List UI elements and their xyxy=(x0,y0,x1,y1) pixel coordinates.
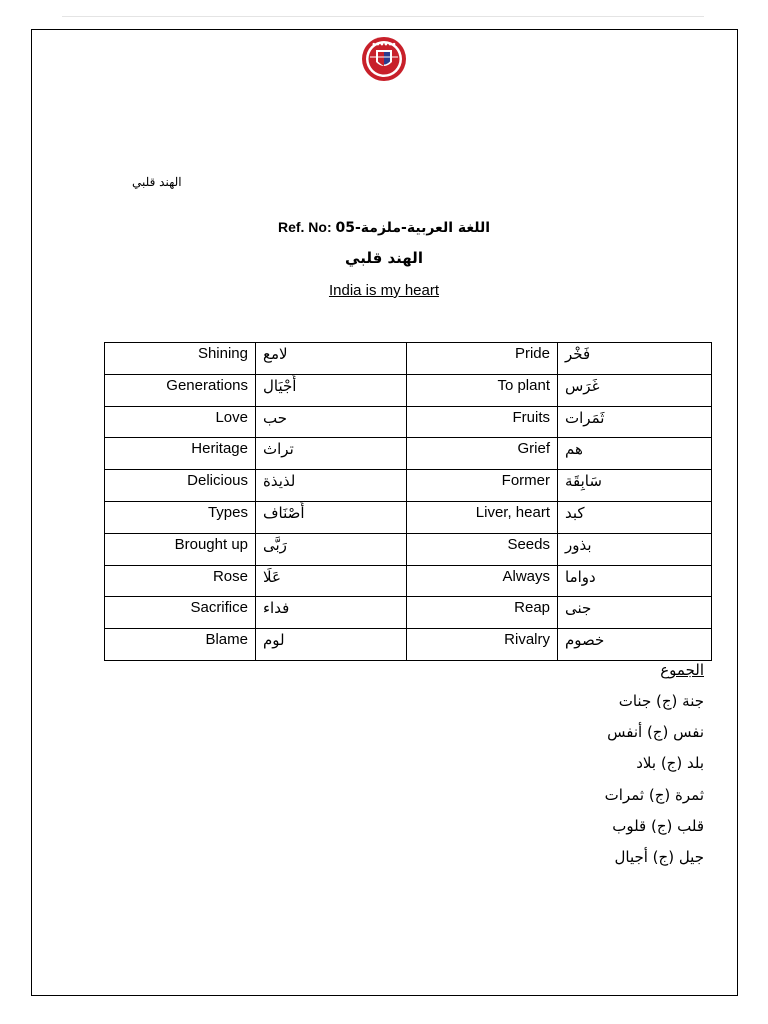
table-row xyxy=(105,597,712,629)
english-word-cell: Pride xyxy=(407,343,558,375)
arabic-word-cell: عَلَا xyxy=(256,565,407,597)
english-word-cell: Liver, heart xyxy=(407,501,558,533)
table-row xyxy=(105,629,712,661)
plural-item: بلد (ج) بلاد xyxy=(636,754,704,773)
english-word-cell: Blame xyxy=(105,629,256,661)
english-word-cell: Shining xyxy=(105,343,256,375)
plural-item: نفس (ج) أنفس xyxy=(607,723,704,742)
english-word-cell: Delicious xyxy=(105,470,256,502)
table-row xyxy=(105,533,712,565)
plurals-heading: الجموع xyxy=(660,661,704,679)
arabic-word-cell: لامع xyxy=(256,343,407,375)
vocabulary-table-body xyxy=(105,343,712,661)
english-word-cell: Grief xyxy=(407,438,558,470)
english-word-cell: Reap xyxy=(407,597,558,629)
english-title: India is my heart xyxy=(328,282,440,299)
arabic-word-cell: رَبَّى xyxy=(256,533,407,565)
ref-arabic: اللغة العربية-ملزمة-05 xyxy=(335,220,491,236)
arabic-word-cell: فداء xyxy=(256,597,407,629)
school-logo xyxy=(359,36,409,82)
english-word-cell: Fruits xyxy=(407,406,558,438)
table-row xyxy=(105,343,712,375)
plural-item: ثمرة (ج) ثمرات xyxy=(604,785,704,804)
top-divider xyxy=(62,16,704,17)
english-word-cell: Former xyxy=(407,470,558,502)
english-word-cell: Sacrifice xyxy=(105,597,256,629)
english-word-cell: Brought up xyxy=(105,533,256,565)
english-word-cell: Heritage xyxy=(105,438,256,470)
plural-item: قلب (ج) قلوب xyxy=(612,816,704,835)
table-row xyxy=(105,565,712,597)
arabic-word-cell: هم xyxy=(558,438,712,470)
arabic-title: الهند قلبي xyxy=(345,249,423,267)
english-word-cell: Seeds xyxy=(407,533,558,565)
arabic-word-cell: جنى xyxy=(558,597,712,629)
table-row xyxy=(105,501,712,533)
header-note: الهند قلبي xyxy=(132,175,182,189)
arabic-word-cell: بذور xyxy=(558,533,712,565)
arabic-word-cell: دواما xyxy=(558,565,712,597)
plural-item: جيل (ج) أجيال xyxy=(614,848,704,867)
arabic-word-cell: غَرَس xyxy=(558,374,712,406)
english-word-cell: Rose xyxy=(105,565,256,597)
table-row xyxy=(105,374,712,406)
arabic-word-cell: لذيذة xyxy=(256,470,407,502)
arabic-word-cell: حب xyxy=(256,406,407,438)
arabic-word-cell: سَابِقَة xyxy=(558,470,712,502)
ref-label: Ref. No: xyxy=(277,219,336,235)
english-word-cell: Always xyxy=(407,565,558,597)
arabic-word-cell: أَصْنَاف xyxy=(256,501,407,533)
english-word-cell: To plant xyxy=(407,374,558,406)
english-word-cell: Rivalry xyxy=(407,629,558,661)
plural-item: جنة (ج) جنات xyxy=(618,692,704,710)
english-word-cell: Love xyxy=(105,406,256,438)
arabic-word-cell: كبد xyxy=(558,501,712,533)
vocabulary-table xyxy=(104,342,712,661)
arabic-word-cell: أَجْيَال xyxy=(256,374,407,406)
svg-text:● ● ● ● ● ●: ● ● ● ● ● ● xyxy=(372,42,396,46)
table-row xyxy=(105,438,712,470)
table-row xyxy=(105,470,712,502)
plurals-list xyxy=(404,686,704,873)
table-row xyxy=(105,406,712,438)
arabic-word-cell: خصوم xyxy=(558,629,712,661)
arabic-word-cell: ثَمَرات xyxy=(558,406,712,438)
plurals-section xyxy=(404,660,704,873)
english-word-cell: Generations xyxy=(105,374,256,406)
arabic-word-cell: لوم xyxy=(256,629,407,661)
reference-title xyxy=(0,219,768,236)
arabic-word-cell: فَخْر xyxy=(558,343,712,375)
english-word-cell: Types xyxy=(105,501,256,533)
arabic-word-cell: تراث xyxy=(256,438,407,470)
